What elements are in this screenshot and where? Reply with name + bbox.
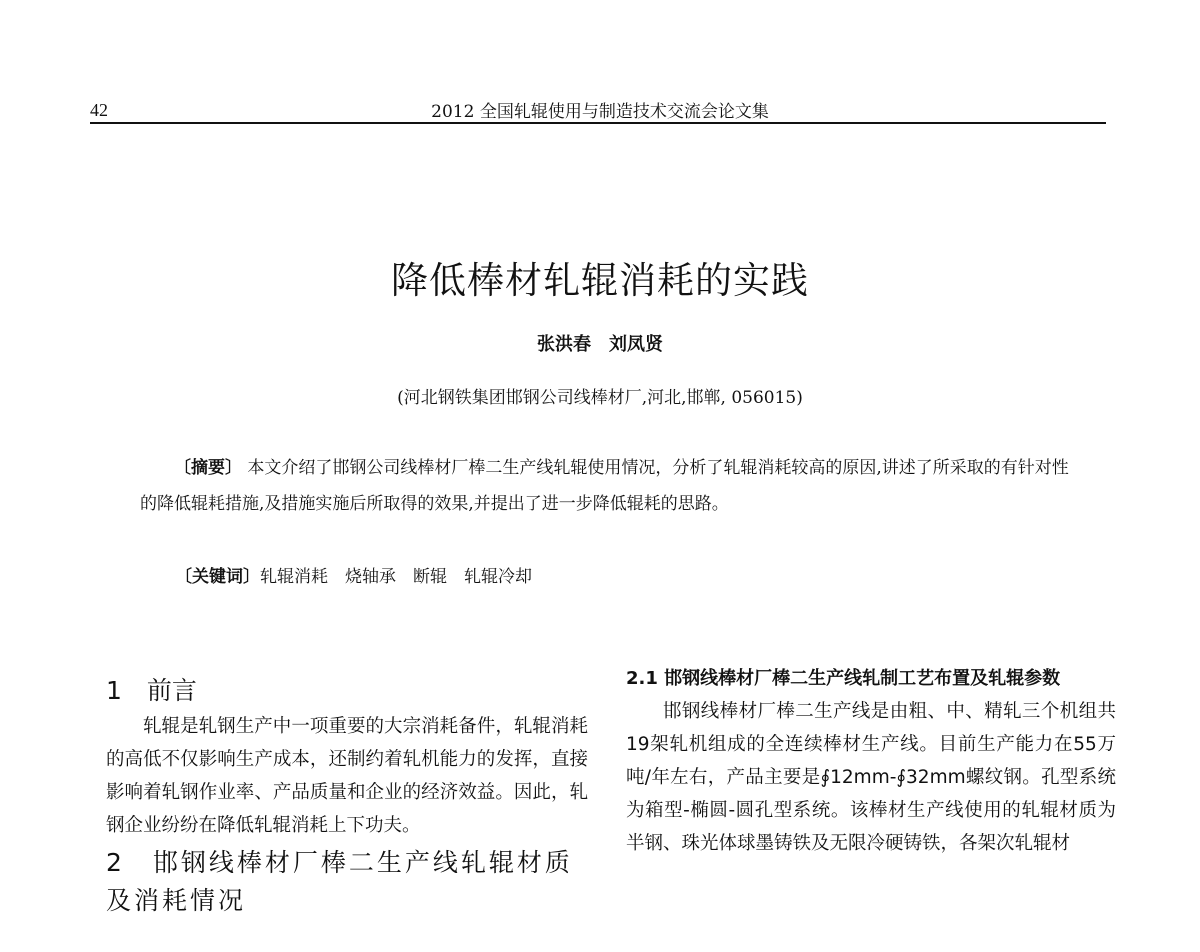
paper-title: 降低棒材轧辊消耗的实践 <box>391 259 809 302</box>
subsection-2-1-paragraph: 邯钢线棒材厂棒二生产线是由粗、中、精轧三个机组共19架轧机组成的全连续棒材生产线。目前生产能力在55万吨/年左右，产品主要是∮12mm-∮32mm螺纹钢。孔型系统为箱型-椭圆-圆孔型系统。该棒材生产线使用的轧辊材质为半钢、珠光体球墨铸铁及无限冷硬铸铁，各架次轧辊材 <box>626 701 1116 854</box>
section-1-paragraph: 轧辊是轧钢生产中一项重要的大宗消耗备件，轧辊消耗的高低不仅影响生产成本，还制约着轧机能力的发挥，直接影响着轧钢作业率、产品质量和企业的经济效益。因此，轧钢企业纷纷在降低轧辊消耗上下功夫。 <box>106 716 588 836</box>
paper-authors: 张洪春 刘凤贤 <box>537 334 663 355</box>
right-column <box>626 662 1116 860</box>
abstract-text: 本文介绍了邯钢公司线棒材厂棒二生产线轧辊使用情况，分析了轧辊消耗较高的原因,讲述了所采取的有针对性的降低辊耗措施,及措施实施后所取得的效果,并提出了进一步降低辊耗的思路。 <box>140 458 1069 514</box>
header-rule <box>90 122 1106 124</box>
subsection-2-1-heading: 2.1 邯钢线棒材厂棒二生产线轧制工艺布置及轧辊参数 <box>626 668 1061 689</box>
page-number: 42 <box>90 100 108 120</box>
running-header-title: 2012 全国轧辊使用与制造技术交流会论文集 <box>431 102 769 122</box>
section-1-heading: 1 前言 <box>106 676 197 705</box>
keywords-label: 〔关键词〕 <box>175 567 260 587</box>
abstract-label: 〔摘要〕 <box>174 458 242 478</box>
section-2-heading: 2 邯钢线棒材厂棒二生产线轧辊材质及消耗情况 <box>106 848 573 915</box>
keywords <box>175 562 532 587</box>
abstract <box>140 450 1075 522</box>
keywords-text: 轧辊消耗 烧轴承 断辊 轧辊冷却 <box>260 567 532 587</box>
left-column <box>106 672 588 920</box>
paper-affiliation: (河北钢铁集团邯钢公司线棒材厂,河北,邯郸, 056015) <box>397 388 803 408</box>
